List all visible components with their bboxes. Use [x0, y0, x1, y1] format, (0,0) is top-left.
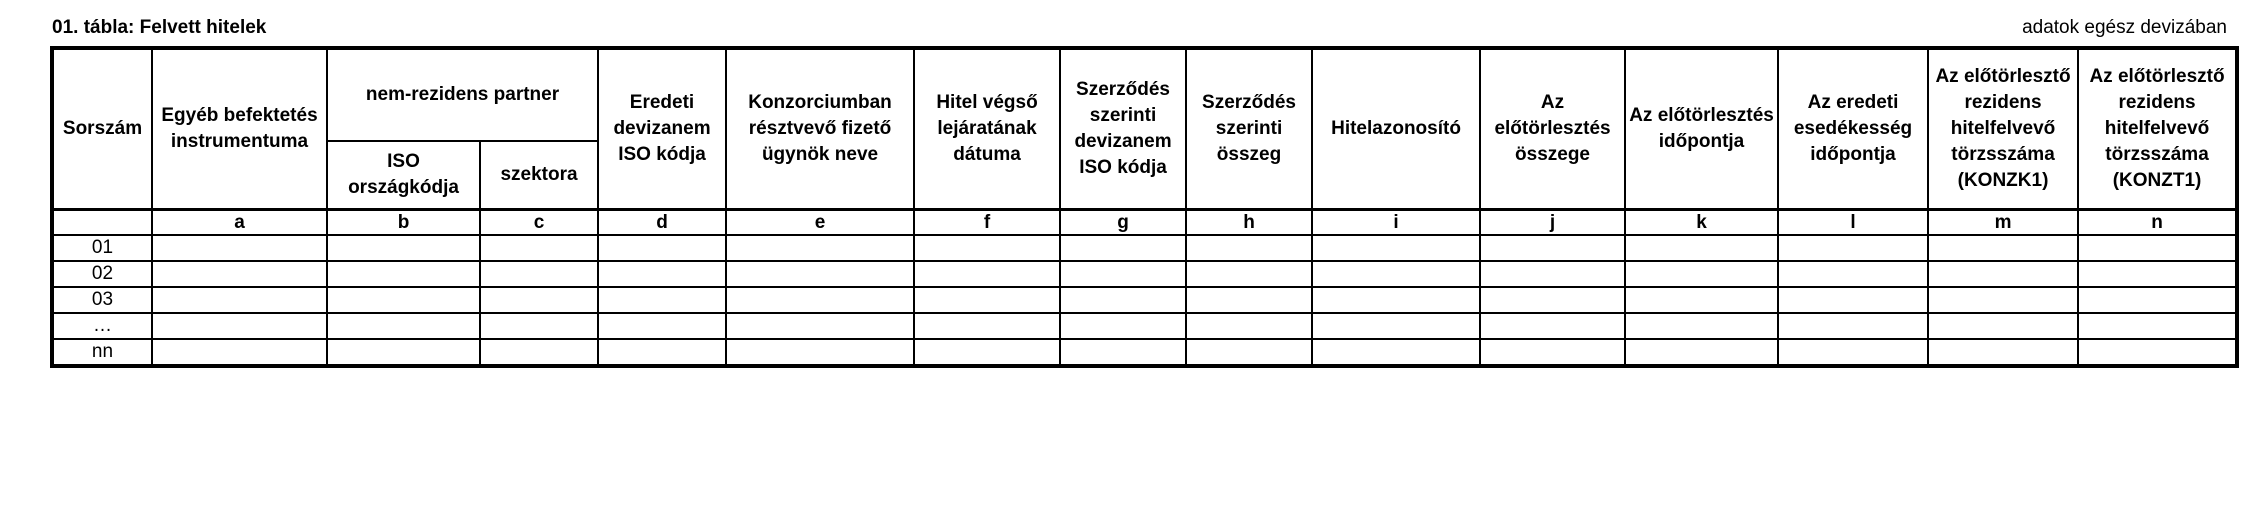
- table-cell[interactable]: [914, 339, 1060, 366]
- column-letter: m: [1928, 209, 2078, 235]
- table-cell[interactable]: [1625, 287, 1778, 313]
- table-cell[interactable]: [1778, 313, 1928, 339]
- table-cell[interactable]: [1312, 339, 1480, 366]
- header-eredeti-devizanem: Eredeti devizanem ISO kódja: [598, 48, 726, 209]
- row-number: …: [52, 313, 152, 339]
- header-eredeti-esedekesseg: Az eredeti esedékesség időpontja: [1778, 48, 1928, 209]
- table-cell[interactable]: [1928, 235, 2078, 261]
- table-cell[interactable]: [1480, 235, 1625, 261]
- table-cell[interactable]: [1928, 339, 2078, 366]
- table-row: [52, 313, 2237, 339]
- table-cell[interactable]: [1928, 287, 2078, 313]
- header-konzk1: Az előtörlesztő rezidens hitelfelvevő törzsszáma (KONZK1): [1928, 48, 2078, 209]
- table-cell[interactable]: [1480, 313, 1625, 339]
- column-letter: g: [1060, 209, 1186, 235]
- unit-note: adatok egész devizában: [2022, 17, 2227, 38]
- column-letter: h: [1186, 209, 1312, 235]
- header-szerzodes-devizanem: Szerződés szerinti devizanem ISO kódja: [1060, 48, 1186, 209]
- table-cell[interactable]: [1186, 287, 1312, 313]
- table-cell[interactable]: [598, 339, 726, 366]
- table-cell[interactable]: [598, 287, 726, 313]
- table-cell[interactable]: [152, 287, 327, 313]
- table-cell[interactable]: [1778, 235, 1928, 261]
- table-cell[interactable]: [1625, 261, 1778, 287]
- column-letter: f: [914, 209, 1060, 235]
- table-cell[interactable]: [1312, 287, 1480, 313]
- table-cell[interactable]: [480, 339, 598, 366]
- table-cell[interactable]: [2078, 235, 2237, 261]
- table-cell[interactable]: [480, 235, 598, 261]
- table-cell[interactable]: [2078, 261, 2237, 287]
- table-cell[interactable]: [1625, 313, 1778, 339]
- table-cell[interactable]: [598, 261, 726, 287]
- table-cell[interactable]: [914, 261, 1060, 287]
- table-cell[interactable]: [152, 235, 327, 261]
- header-sorszam: Sorszám: [52, 48, 152, 209]
- table-cell[interactable]: [480, 313, 598, 339]
- header-elotorlesztes-osszege: Az előtörlesztés összege: [1480, 48, 1625, 209]
- column-letter: j: [1480, 209, 1625, 235]
- table-cell[interactable]: [1625, 339, 1778, 366]
- table-cell[interactable]: [1480, 339, 1625, 366]
- table-cell[interactable]: [480, 287, 598, 313]
- table-cell[interactable]: [1186, 339, 1312, 366]
- table-cell[interactable]: [327, 313, 480, 339]
- table-cell[interactable]: [726, 261, 914, 287]
- header-konzt1: Az előtörlesztő rezidens hitelfelvevő törzsszáma (KONZT1): [2078, 48, 2237, 209]
- column-letter: i: [1312, 209, 1480, 235]
- table-cell[interactable]: [1186, 313, 1312, 339]
- table-cell[interactable]: [1778, 287, 1928, 313]
- header-hitel-vegso-lejarat: Hitel végső lejáratának dátuma: [914, 48, 1060, 209]
- table-cell[interactable]: [726, 287, 914, 313]
- table-cell[interactable]: [327, 287, 480, 313]
- table-cell[interactable]: [1060, 287, 1186, 313]
- table-cell[interactable]: [726, 339, 914, 366]
- header-konzorcium: Konzorciumban résztvevő fizető ügynök neve: [726, 48, 914, 209]
- table-cell[interactable]: [914, 235, 1060, 261]
- table-cell[interactable]: [1060, 313, 1186, 339]
- column-letter-row: [52, 209, 2237, 235]
- header-elotorlesztes-idopontja: Az előtörlesztés időpontja: [1625, 48, 1778, 209]
- table-cell[interactable]: [598, 313, 726, 339]
- data-table: [50, 46, 2239, 368]
- table-row: [52, 339, 2237, 366]
- table-title: 01. tábla: Felvett hitelek: [52, 17, 267, 38]
- header-row-1: [52, 48, 2237, 141]
- table-row: [52, 235, 2237, 261]
- row-number: nn: [52, 339, 152, 366]
- table-cell[interactable]: [1186, 261, 1312, 287]
- column-letter: l: [1778, 209, 1928, 235]
- table-cell[interactable]: [327, 261, 480, 287]
- column-letter: c: [480, 209, 598, 235]
- column-letter-blank: [52, 209, 152, 235]
- table-cell[interactable]: [914, 287, 1060, 313]
- header-szerzodes-osszeg: Szerződés szerinti összeg: [1186, 48, 1312, 209]
- table-cell[interactable]: [1186, 235, 1312, 261]
- table-cell[interactable]: [152, 339, 327, 366]
- table-cell[interactable]: [1060, 339, 1186, 366]
- table-cell[interactable]: [152, 313, 327, 339]
- table-cell[interactable]: [152, 261, 327, 287]
- header-szektora: szektora: [480, 141, 598, 209]
- header-nem-rezidens-partner: nem-rezidens partner: [327, 48, 598, 141]
- table-cell[interactable]: [1480, 261, 1625, 287]
- table-cell[interactable]: [327, 235, 480, 261]
- table-cell[interactable]: [327, 339, 480, 366]
- header-iso-orszagkod: ISO országkódja: [327, 141, 480, 209]
- table-cell[interactable]: [1312, 261, 1480, 287]
- column-letter: k: [1625, 209, 1778, 235]
- table-cell[interactable]: [2078, 287, 2237, 313]
- table-cell[interactable]: [598, 235, 726, 261]
- table-cell[interactable]: [1928, 261, 2078, 287]
- table-cell[interactable]: [480, 261, 598, 287]
- row-number: 02: [52, 261, 152, 287]
- table-cell[interactable]: [726, 313, 914, 339]
- table-cell[interactable]: [1778, 261, 1928, 287]
- table-row: [52, 261, 2237, 287]
- table-row: [52, 287, 2237, 313]
- table-cell[interactable]: [1060, 261, 1186, 287]
- table-cell[interactable]: [1625, 235, 1778, 261]
- column-letter: a: [152, 209, 327, 235]
- table-cell[interactable]: [2078, 339, 2237, 366]
- table-cell[interactable]: [1060, 235, 1186, 261]
- table-cell[interactable]: [1312, 235, 1480, 261]
- column-letter: e: [726, 209, 914, 235]
- table-cell[interactable]: [1480, 287, 1625, 313]
- column-letter: n: [2078, 209, 2237, 235]
- column-letter: b: [327, 209, 480, 235]
- table-cell[interactable]: [914, 313, 1060, 339]
- row-number: 03: [52, 287, 152, 313]
- header-hitelazonosito: Hitelazonosító: [1312, 48, 1480, 209]
- column-letter: d: [598, 209, 726, 235]
- row-number: 01: [52, 235, 152, 261]
- table-cell[interactable]: [1778, 339, 1928, 366]
- header-egyeb-befektetes: Egyéb befektetés instrumentuma: [152, 48, 327, 209]
- table-cell[interactable]: [1928, 313, 2078, 339]
- table-cell[interactable]: [2078, 313, 2237, 339]
- table-cell[interactable]: [1312, 313, 1480, 339]
- table-cell[interactable]: [726, 235, 914, 261]
